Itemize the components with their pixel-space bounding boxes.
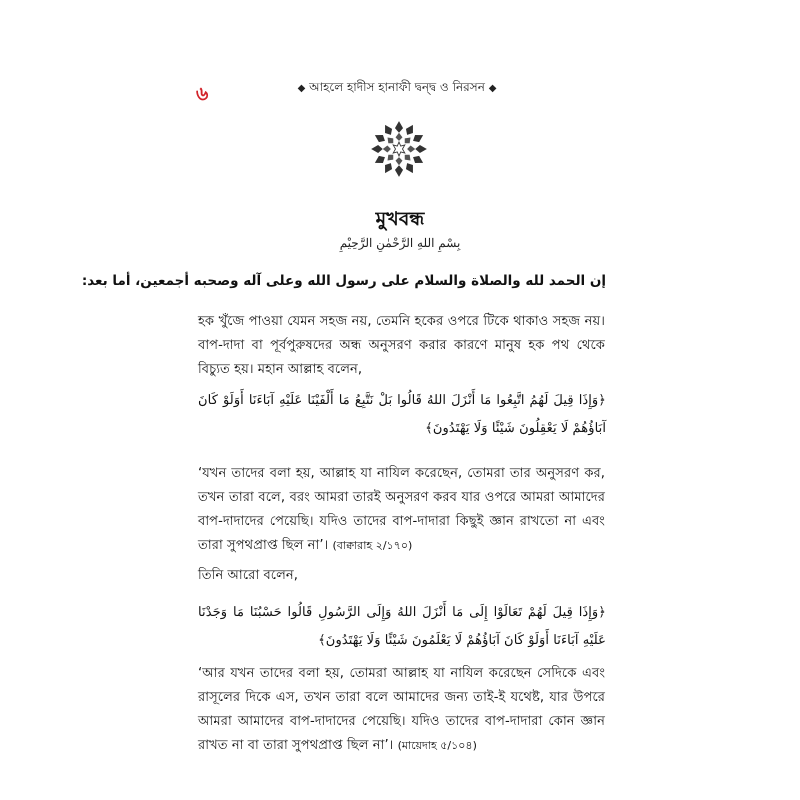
translation-2-text: ‘আর যখন তাদের বলা হয়, তোমরা আল্লাহ যা নাযিল করেছেন সেদিকে এবং রাসূলের দিকে এস, তখন তারা বলে আমাদের জন্য তাই-ই যথেষ্ট, যার উপরে আমরা আমাদের বাপ-দাদাদের পেয়েছি। যদিও তাদের বাপ-দাদারা কোন জ্ঞান রাখত না বা তারা সুপথপ্রাপ্ত ছিল না’।	[198, 666, 605, 753]
chapter-title: মুখবন্ধ	[375, 208, 425, 230]
diamond-icon: ◆	[488, 83, 497, 94]
running-header-title: আহলে হাদীস হানাফী দ্বন্দ্ব ও নিরসন	[309, 80, 485, 94]
quran-verse-2: ﴿وَإِذَا قِيلَ لَهُمْ تَعَالَوْا إِلَى مَا أَنْزَلَ اللهُ وَإِلَى الرَّسُولِ قَالُوا حَسْبُنَا مَا وَجَدْنَا عَلَيْهِ آبَاءَنَا أَوَلَوْ كَانَ آبَاؤُهُمْ لَا يَعْلَمُونَ شَيْئًا وَلَا يَهْتَدُونَ﴾	[198, 605, 606, 648]
page-number: ৬	[196, 83, 209, 105]
reference-1: (বাক্বারাহ ২/১৭০)	[332, 539, 413, 552]
bismillah: بِسْمِ اللهِ الرَّحْمٰنِ الرَّحِيْمِ	[339, 236, 461, 250]
islamic-star-ornament-icon	[370, 120, 428, 178]
running-header	[292, 79, 502, 99]
continue-text: তিনি আরো বলেন,	[198, 568, 298, 583]
translation-1	[198, 462, 605, 558]
arabic-opening-line: إن الحمد لله والصلاة والسلام على رسول الله وعلى آله وصحبه أجمعين، أما بعد:	[81, 273, 606, 289]
diamond-icon: ◆	[297, 83, 306, 94]
quran-verse-1: ﴿وَإِذَا قِيلَ لَهُمُ اتَّبِعُوا مَا أَنْزَلَ اللهُ قَالُوا بَلْ نَتَّبِعُ مَا أَلْفَيْنَا عَلَيْهِ آبَاءَنَا أَوَلَوْ كَانَ آبَاؤُهُمْ لَا يَعْقِلُونَ شَيْئًا وَلَا يَهْتَدُونَ﴾	[198, 393, 606, 436]
translation-1-text: ‘যখন তাদের বলা হয়, আল্লাহ যা নাযিল করেছেন, তোমরা তার অনুসরণ কর, তখন তারা বলে, বরং আমরা তারই অনুসরণ করব যার ওপরে আমরা আমাদের বাপ-দাদাদের পেয়েছি। যদিও তাদের বাপ-দাদারা কিছুই জ্ঞান রাখতো না এবং তারা সুপথপ্রাপ্ত ছিল না’।	[198, 466, 605, 553]
reference-2: (মায়েদাহ ৫/১০৪)	[397, 739, 477, 752]
intro-paragraph: হক খুঁজে পাওয়া যেমন সহজ নয়, তেমনি হকের ওপরে টিকে থাকাও সহজ নয়। বাপ-দাদা বা পূর্বপুরুষদের অন্ধ অনুসরণ করার কারণে মানুষ হক পথ থেকে বিচ্যুত হয়। মহান আল্লাহ বলেন,	[198, 314, 605, 377]
translation-2	[198, 662, 605, 758]
